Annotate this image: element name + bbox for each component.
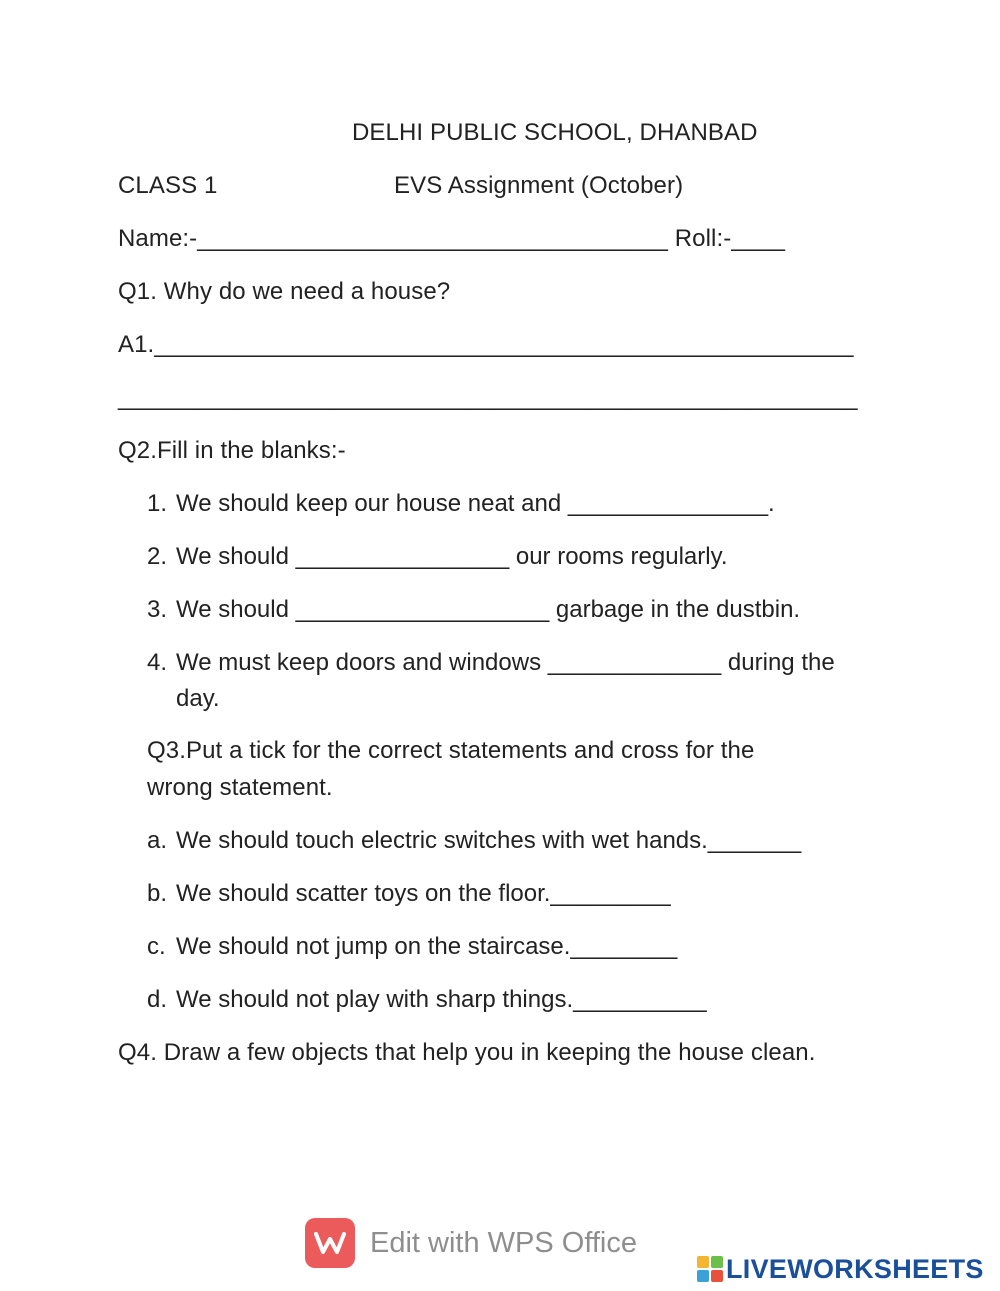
question-2-heading: Q2.Fill in the blanks:- [118,437,346,464]
wps-edit-label: Edit with WPS Office [370,1226,637,1259]
item-letter: c. [147,933,166,960]
item-text: We should ___________________ garbage in the dustbin. [176,596,801,623]
wps-logo-icon [305,1218,355,1268]
item-text: We should scatter toys on the floor._________ [176,880,671,907]
item-text: We should not play with sharp things.__________ [176,986,707,1013]
item-number: 2. [147,543,168,570]
item-letter: d. [147,986,168,1013]
item-text-continued: day. [176,685,220,712]
item-number: 4. [147,649,168,676]
item-letter: a. [147,827,168,854]
item-text: We should keep our house neat and _______________. [176,490,775,517]
item-text: We must keep doors and windows _____________ during the [176,649,835,676]
item-number: 1. [147,490,168,517]
answer-1-line-1[interactable]: A1.____________________________________________________ [118,331,854,358]
item-text: We should not jump on the staircase.________ [176,933,678,960]
assignment-title: EVS Assignment (October) [394,172,684,199]
item-letter: b. [147,880,168,907]
name-roll-field[interactable]: Name:-___________________________________ Roll:-____ [118,225,786,252]
question-1: Q1. Why do we need a house? [118,278,451,305]
item-number: 3. [147,596,168,623]
question-4: Q4. Draw a few objects that help you in keeping the house clean. [118,1039,816,1066]
class-label: CLASS 1 [118,172,218,199]
item-text: We should touch electric switches with wet hands._______ [176,827,802,854]
liveworksheets-brand [697,1254,984,1284]
answer-1-line-2[interactable]: _______________________________________________________ [118,384,858,411]
wps-edit-banner[interactable] [305,1217,637,1269]
liveworksheets-wordmark: LIVEWORKSHEETS [726,1253,984,1284]
question-3-heading: Q3.Put a tick for the correct statements and cross for the [147,737,755,764]
item-text: We should ________________ our rooms regularly. [176,543,728,570]
question-3-heading-continued: wrong statement. [147,774,333,801]
school-title: DELHI PUBLIC SCHOOL, DHANBAD [352,119,758,146]
liveworksheets-logo-icon [697,1256,723,1282]
